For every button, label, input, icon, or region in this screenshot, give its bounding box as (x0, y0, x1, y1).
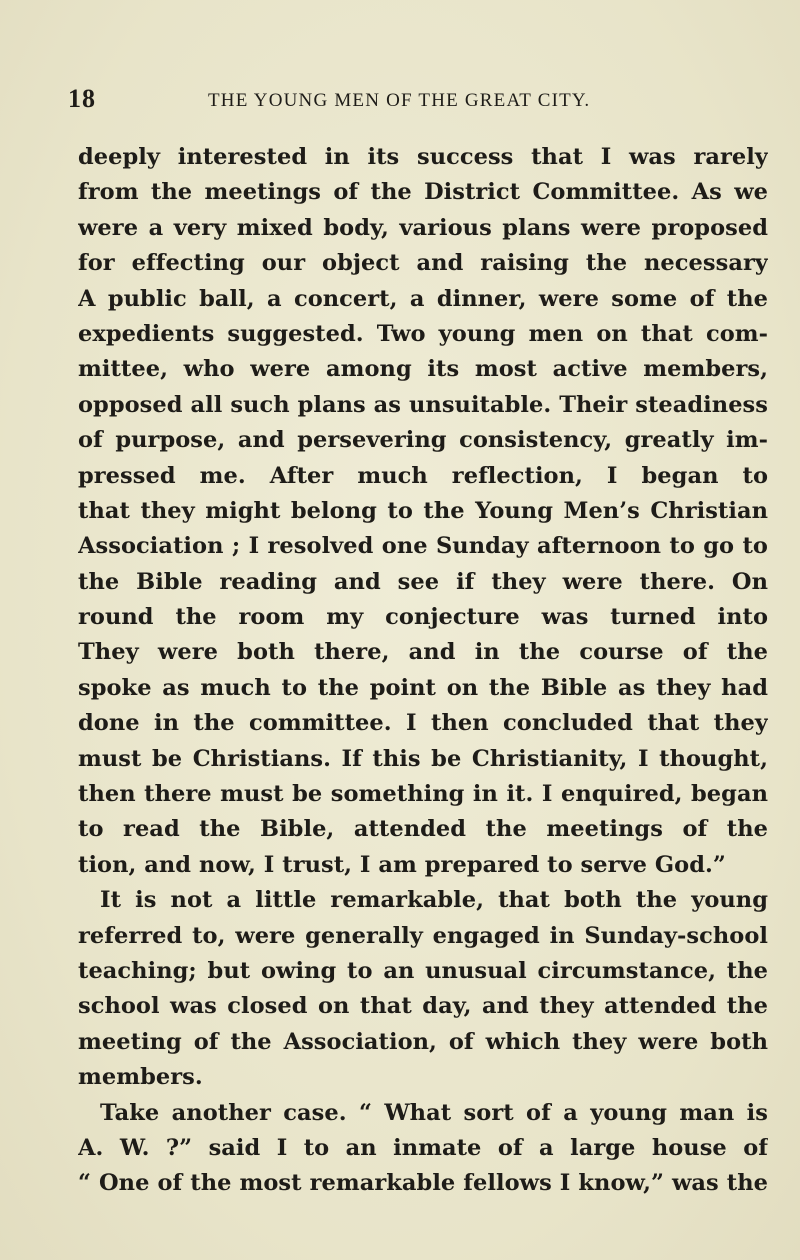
text-line: were a very mixed body, various plans were proposed (78, 214, 768, 241)
text-line: referred to, were generally engaged in Sunday-school (78, 922, 768, 949)
text-line: school was closed on that day, and they attended the (78, 993, 768, 1020)
text-line: Association ; I resolved one Sunday afternoon to go to (78, 533, 768, 560)
text-line: round the room my conjecture was turned into (78, 604, 768, 631)
text-line: that they might belong to the Young Men’s Christian (78, 497, 768, 524)
text-line: opposed all such plans as unsuitable. Their steadiness (78, 391, 768, 418)
text-line: of purpose, and persevering consistency, greatly im- (78, 427, 768, 454)
text-line: tion, and now, I trust, I am prepared to serve God.” (78, 851, 726, 878)
text-line: the Bible reading and see if they were there. On (78, 568, 768, 595)
text-line: expedients suggested. Two young men on that com- (78, 320, 768, 347)
text-line: “ One of the most remarkable fellows I know,” was the (78, 1170, 768, 1197)
text-line: for effecting our object and raising the necessary (78, 250, 768, 277)
text-line: must be Christians. If this be Christianity, I thought, (78, 745, 768, 772)
page-number: 18 (68, 84, 96, 113)
text-line: members. (78, 1064, 203, 1091)
text-line: pressed me. After much reflection, I began to (78, 462, 768, 489)
text-line: mittee, who were among its most active members, (78, 356, 768, 383)
text-line: A public ball, a concert, a dinner, were some of the (78, 285, 768, 312)
body-text (78, 140, 768, 1202)
text-line: to read the Bible, attended the meetings of the (78, 816, 768, 843)
text-line: from the meetings of the District Committee. As we (78, 179, 768, 206)
text-line: then there must be something in it. I enquired, began (78, 781, 768, 808)
text-line: Take another case. “ What sort of a young man is (100, 1099, 768, 1126)
running-head (68, 84, 748, 114)
text-line: teaching; but owing to an unusual circumstance, the (78, 957, 768, 984)
text-line: spoke as much to the point on the Bible as they had (78, 674, 768, 701)
text-line: done in the committee. I then concluded that they (78, 710, 768, 737)
text-line: deeply interested in its success that I was rarely (78, 144, 768, 170)
running-head-title: THE YOUNG MEN OF THE GREAT CITY. (208, 90, 591, 111)
text-line: It is not a little remarkable, that both the young (100, 887, 768, 914)
text-line: meeting of the Association, of which they were both (78, 1028, 768, 1055)
text-line: They were both there, and in the course of the (78, 639, 768, 666)
text-line: A. W. ?” said I to an inmate of a large house of (78, 1134, 768, 1161)
